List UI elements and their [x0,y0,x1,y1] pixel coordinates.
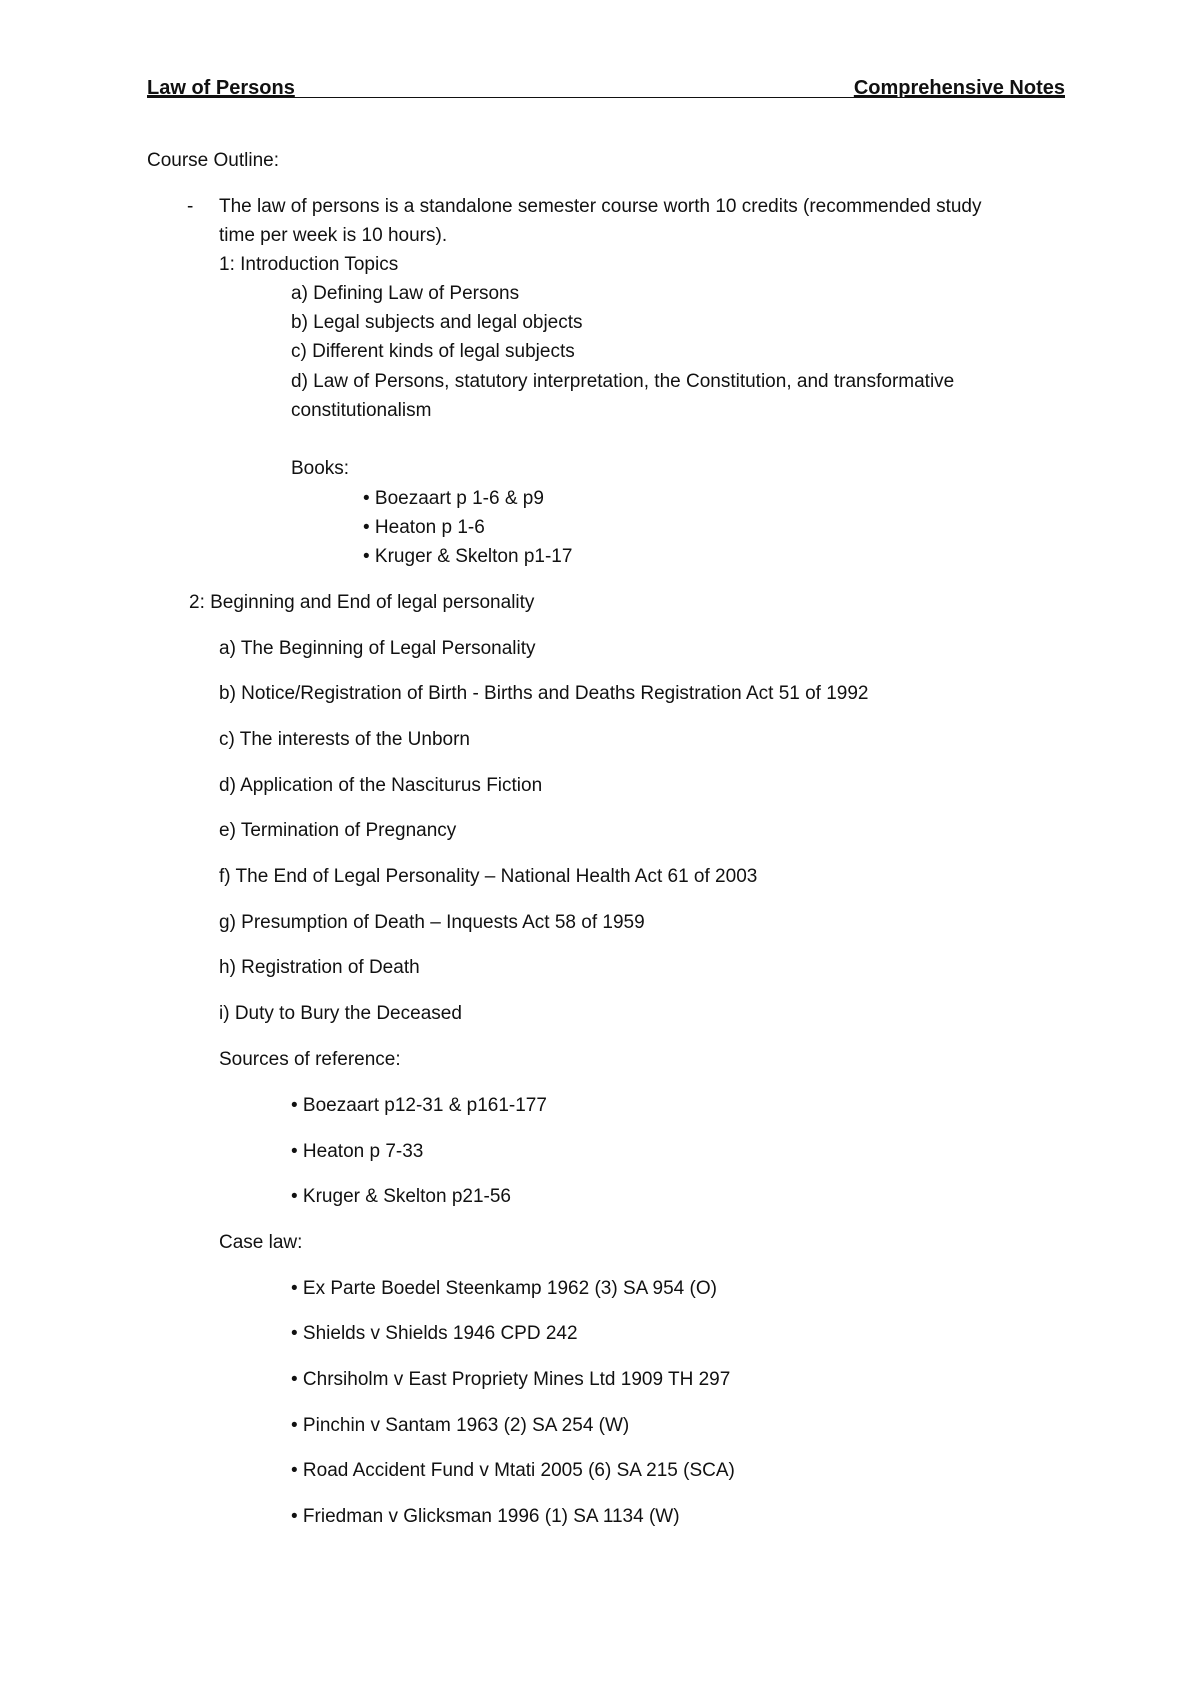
topic-2-item: b) Notice/Registration of Birth - Births and Deaths Registration Act 51 of 1992 [219,683,869,704]
case-law-heading: Case law: [219,1232,303,1253]
topic-1-item: a) Defining Law of Persons [291,283,520,304]
topic-1-item: c) Different kinds of legal subjects [291,341,575,362]
topic-2-item: a) The Beginning of Legal Personality [219,638,536,659]
header-right-title: Comprehensive Notes [853,77,1065,99]
topic-1-title: 1: Introduction Topics [219,254,399,275]
case-list-item: • Friedman v Glicksman 1996 (1) SA 1134 (W) [291,1506,680,1527]
topic-1-item: constitutionalism [291,400,432,421]
case-list-item: • Ex Parte Boedel Steenkamp 1962 (3) SA 954 (O) [291,1278,717,1299]
topic-1-item: b) Legal subjects and legal objects [291,312,583,333]
intro-line-2: time per week is 10 hours). [219,225,448,246]
case-list-item: • Shields v Shields 1946 CPD 242 [291,1323,578,1344]
source-list-item: • Heaton p 7-33 [291,1141,424,1162]
topic-2-item: c) The interests of the Unborn [219,729,470,750]
case-list-item: • Pinchin v Santam 1963 (2) SA 254 (W) [291,1415,630,1436]
sources-heading: Sources of reference: [219,1049,401,1070]
topic-2-item: f) The End of Legal Personality – National Health Act 61 of 2003 [219,866,758,887]
topic-2-item: e) Termination of Pregnancy [219,820,457,841]
topic-1-books-heading: Books: [291,458,350,479]
case-list-item: • Road Accident Fund v Mtati 2005 (6) SA 215 (SCA) [291,1460,735,1481]
topic-2-item: i) Duty to Bury the Deceased [219,1003,462,1024]
topic-2-title: 2: Beginning and End of legal personality [189,592,535,613]
topic-2-item: d) Application of the Nasciturus Fiction [219,775,543,796]
book-list-item: • Heaton p 1-6 [363,517,485,538]
course-outline-heading: Course Outline: [147,150,280,171]
topic-2-item: g) Presumption of Death – Inquests Act 58 of 1959 [219,912,645,933]
header-left-title: Law of Persons [147,77,295,99]
case-list-item: • Chrsiholm v East Propriety Mines Ltd 1909 TH 297 [291,1369,731,1390]
source-list-item: • Kruger & Skelton p21-56 [291,1186,512,1207]
topic-2-item: h) Registration of Death [219,957,420,978]
header-underline-rule [147,97,1065,98]
source-list-item: • Boezaart p12-31 & p161-177 [291,1095,547,1116]
intro-dash: - [187,196,194,217]
book-list-item: • Boezaart p 1-6 & p9 [363,488,544,509]
book-list-item: • Kruger & Skelton p1-17 [363,546,573,567]
intro-line-1: The law of persons is a standalone semester course worth 10 credits (recommended study [219,196,982,217]
topic-1-item: d) Law of Persons, statutory interpretation, the Constitution, and transformative [291,371,955,392]
